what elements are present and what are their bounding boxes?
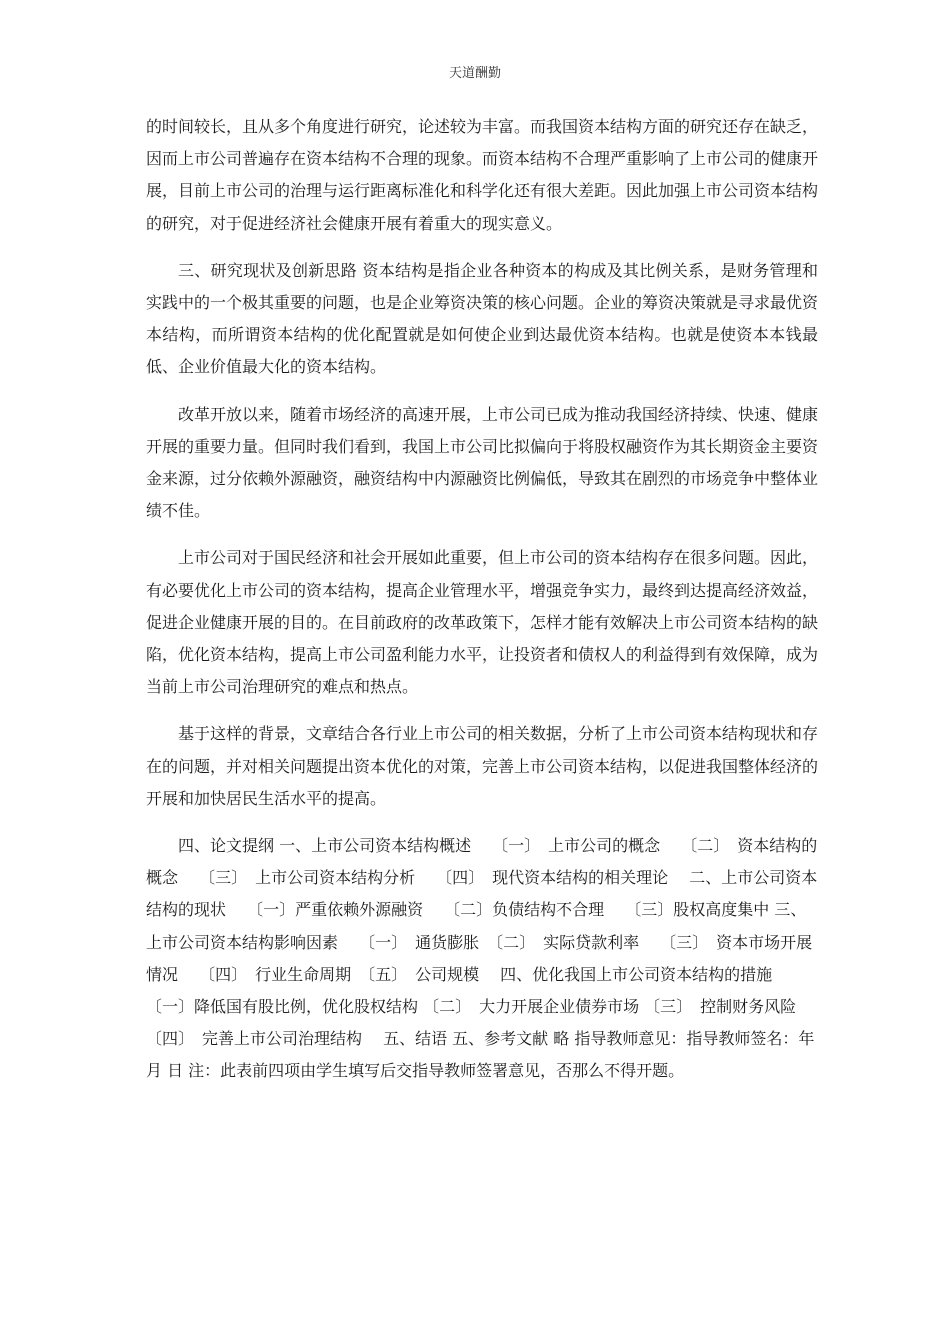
paragraph-continuation: 的时间较长，且从多个角度进行研究，论述较为丰富。而我国资本结构方面的研究还存在缺乏，因而上市公司普遍存在资本结构不合理的现象。而资本结构不合理严重影响了上市公司的健康开展，目前上市公司的治理与运行距离标准化和科学化还有很大差距。因此加强上市公司资本结构的研究，对于促进经济社会健康开展有着重大的现实意义。 [146,117,819,233]
paragraph-reform: 改革开放以来，随着市场经济的高速开展，上市公司已成为推动我国经济持续、快速、健康开展的重要力量。但同时我们看到，我国上市公司比拟偏向于将股权融资作为其长期资金主要资金来源，过分依赖外源融资，融资结构中内源融资比例偏低，导致其在剧烈的市场竞争中整体业绩不佳。 [146,404,819,521]
thesis-outline: 四、论文提纲 一、上市公司资本结构概述 〔一〕 上市公司的概念 〔二〕 资本结构的概念 〔三〕 上市公司资本结构分析 〔四〕 现代资本结构的相关理论 二、上市公司资本结构的现状 〔一〕严重依赖外源融资 〔二〕负债结构不合理 〔三〕股权高度集中 三、上市公司资本结构影响因素 〔一〕 通货膨胀 〔二〕 实际贷款利率 〔三〕 资本市场开展情况 〔四〕 行业生命周期 〔五〕 公司规模 四、优化我国上市公司资本结构的措施 〔一〕降低国有股比例，优化股权结构 〔二〕 大力开展企业债券市场 〔三〕 控制财务风险 〔四〕 完善上市公司治理结构 五、结语 五、参考文献 略 指导教师意见：指导教师签名：年 月 日 注：此表前四项由学生填写后交指导教师签署意见，否那么不得开题。 [146,836,820,1081]
page-header: 天道酬勤 [448,66,501,81]
document-body [146,111,818,1088]
paragraph-background: 基于这样的背景，文章结合各行业上市公司的相关数据，分析了上市公司资本结构现状和存在的问题，并对相关问题提出资本优化的对策，完善上市公司资本结构，以促进我国整体经济的开展和加快居民生活水平的提高。 [146,724,819,808]
paragraph-importance: 上市公司对于国民经济和社会开展如此重要，但上市公司的资本结构存在很多问题。因此，有必要优化上市公司的资本结构，提高企业管理水平，增强竞争实力，最终到达提高经济效益，促进企业健康开展的目的。在目前政府的改革政策下，怎样才能有效解决上市公司资本结构的缺陷，优化资本结构，提高上市公司盈利能力水平，让投资者和债权人的利益得到有效保障，成为当前上市公司治理研究的难点和热点。 [146,548,819,697]
paragraph-research-status: 三、研究现状及创新思路 资本结构是指企业各种资本的构成及其比例关系，是财务管理和实践中的一个极其重要的问题，也是企业筹资决策的核心问题。企业的筹资决策就是寻求最优资本结构，而所谓资本结构的优化配置就是如何使企业到达最优资本结构。也就是使资本本钱最低、企业价值最大化的资本结构。 [146,260,819,377]
